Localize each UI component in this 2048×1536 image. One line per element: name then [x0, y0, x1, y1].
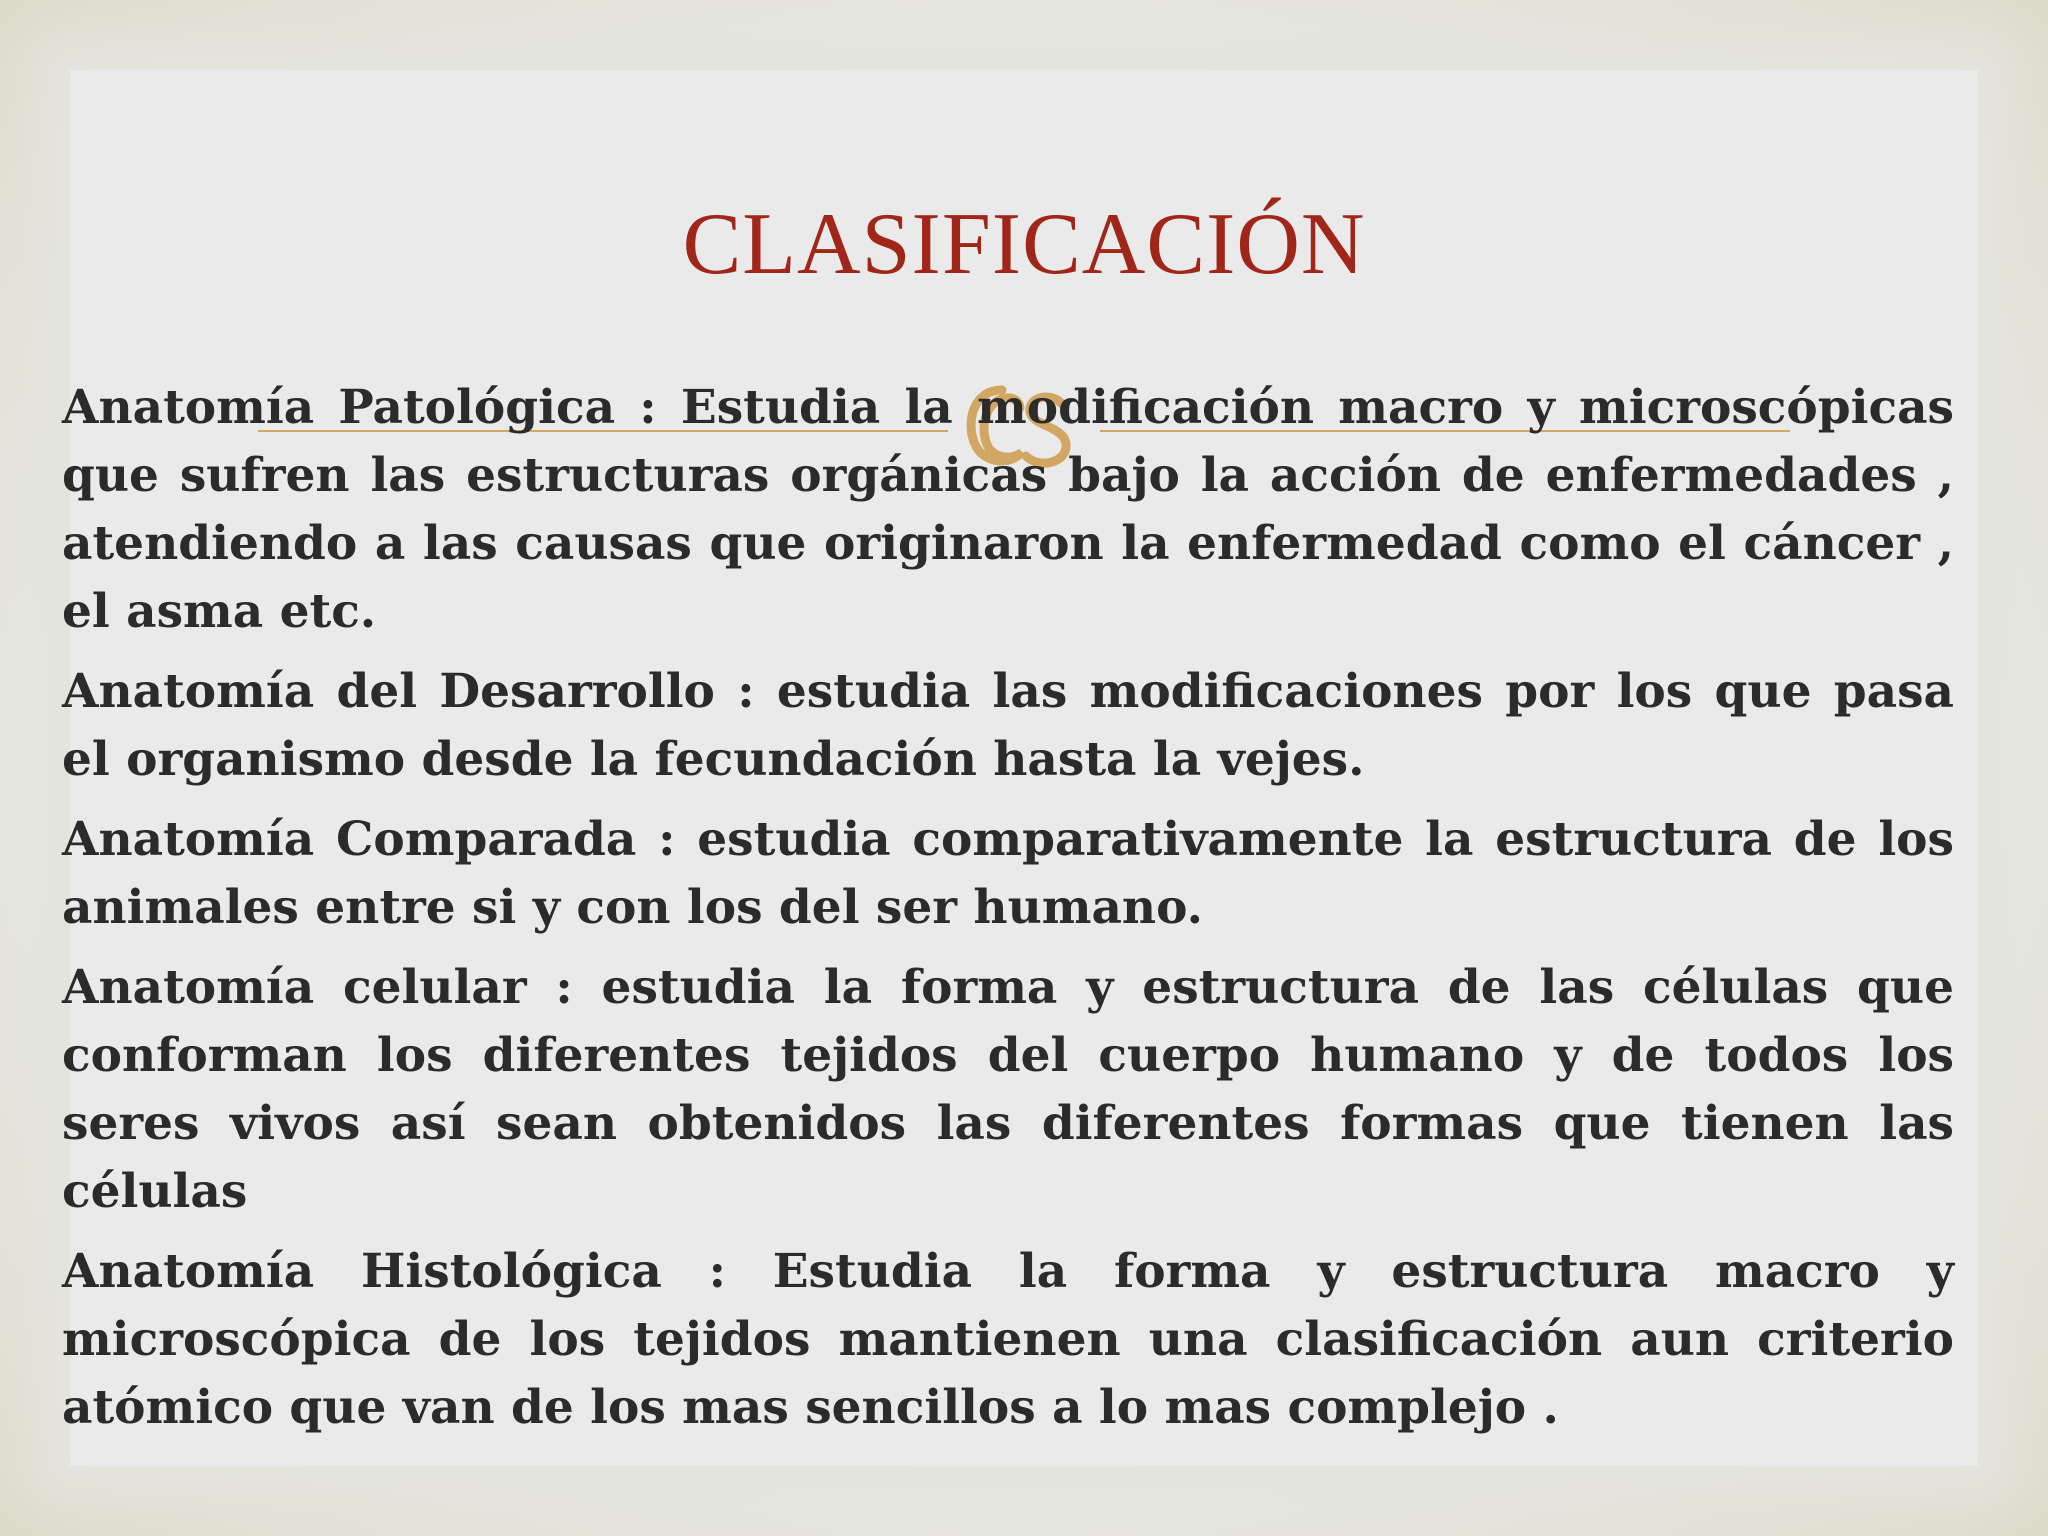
paragraph-anatomia-celular: Anatomía celular : estudia la forma y estructura de las células que conforman los diferentes tejidos del cuerpo humano y de todos los seres vivos así sean obtenidos las diferentes formas que tienen las células — [62, 960, 1954, 1219]
paragraph-anatomia-histologica: Anatomía Histológica : Estudia la forma y estructura macro y microscópica de los tejidos mantienen una clasificación aun criterio atómico que van de los mas sencillos a lo mas complejo . — [62, 1244, 1954, 1435]
paragraph-anatomia-patologica: Anatomía Patológica : Estudia la modificación macro y microscópicas que sufren las estructuras orgánicas bajo la acción de enfermedades , atendiendo a las causas que originaron la enfermedad como el cáncer , el asma etc. — [62, 380, 1954, 639]
slide-title: CLASIFICACIÓN — [682, 196, 1366, 293]
body-text — [62, 374, 1954, 1454]
paragraph-anatomia-comparada: Anatomía Comparada : estudia comparativamente la estructura de los animales entre si y con los del ser humano. — [62, 812, 1954, 935]
paragraph-anatomia-desarrollo: Anatomía del Desarrollo : estudia las modificaciones por los que pasa el organismo desde la fecundación hasta la vejes. — [62, 664, 1954, 787]
